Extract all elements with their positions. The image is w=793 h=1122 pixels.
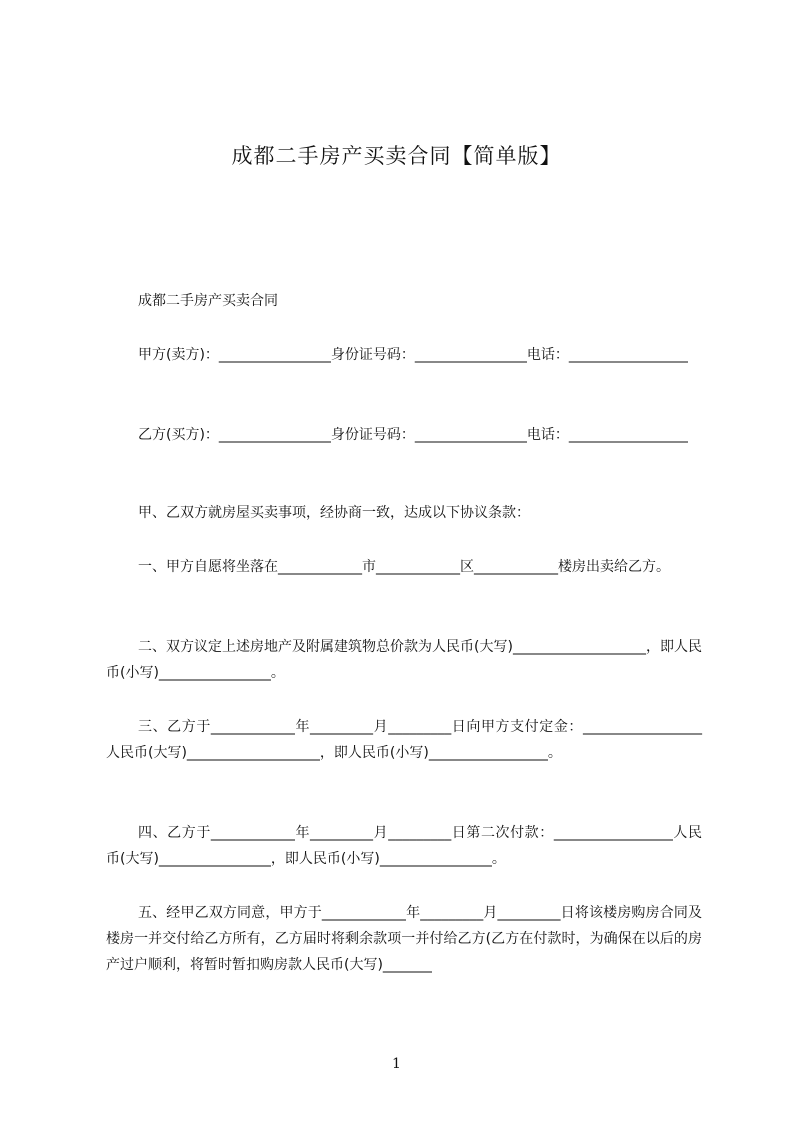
intro-paragraph: 甲、乙双方就房屋买卖事项，经协商一致，达成以下协议条款：	[138, 505, 530, 521]
clause-4: 四、乙方于____________年_________月_________日第二次付款：_________________人民币(大写)________________，即人民币(小写)________________。	[106, 825, 702, 867]
clause-5: 五、经甲乙双方同意，甲方于____________年_________月_________日将该楼房购房合同及楼房一并交付给乙方所有，乙方届时将剩余款项一并付给乙方(乙方在付款时，为确保在以后的房产过户顺利，将暂时暂扣购房款人民币(大写)_______	[106, 905, 702, 973]
clause-3: 三、乙方于____________年_________月_________日向甲方支付定金：_________________人民币(大写)___________________，即人民币(小写)_________________。	[106, 719, 702, 761]
page-number: 1	[392, 1056, 401, 1072]
document-title: 成都二手房产买卖合同【简单版】	[231, 144, 562, 168]
clause-1: 一、甲方自愿将坐落在____________市____________区____________楼房出卖给乙方。	[138, 559, 670, 575]
clause-2: 二、双方议定上述房地产及附属建筑物总价款为人民币(大写)___________________，即人民币(小写)________________。	[106, 639, 702, 681]
party-b-line: 乙方(买方)：________________身份证号码：________________电话：_________________	[138, 427, 688, 443]
party-a-line: 甲方(卖方)：________________身份证号码：________________电话：_________________	[138, 347, 688, 363]
contract-subtitle: 成都二手房产买卖合同	[138, 293, 278, 309]
